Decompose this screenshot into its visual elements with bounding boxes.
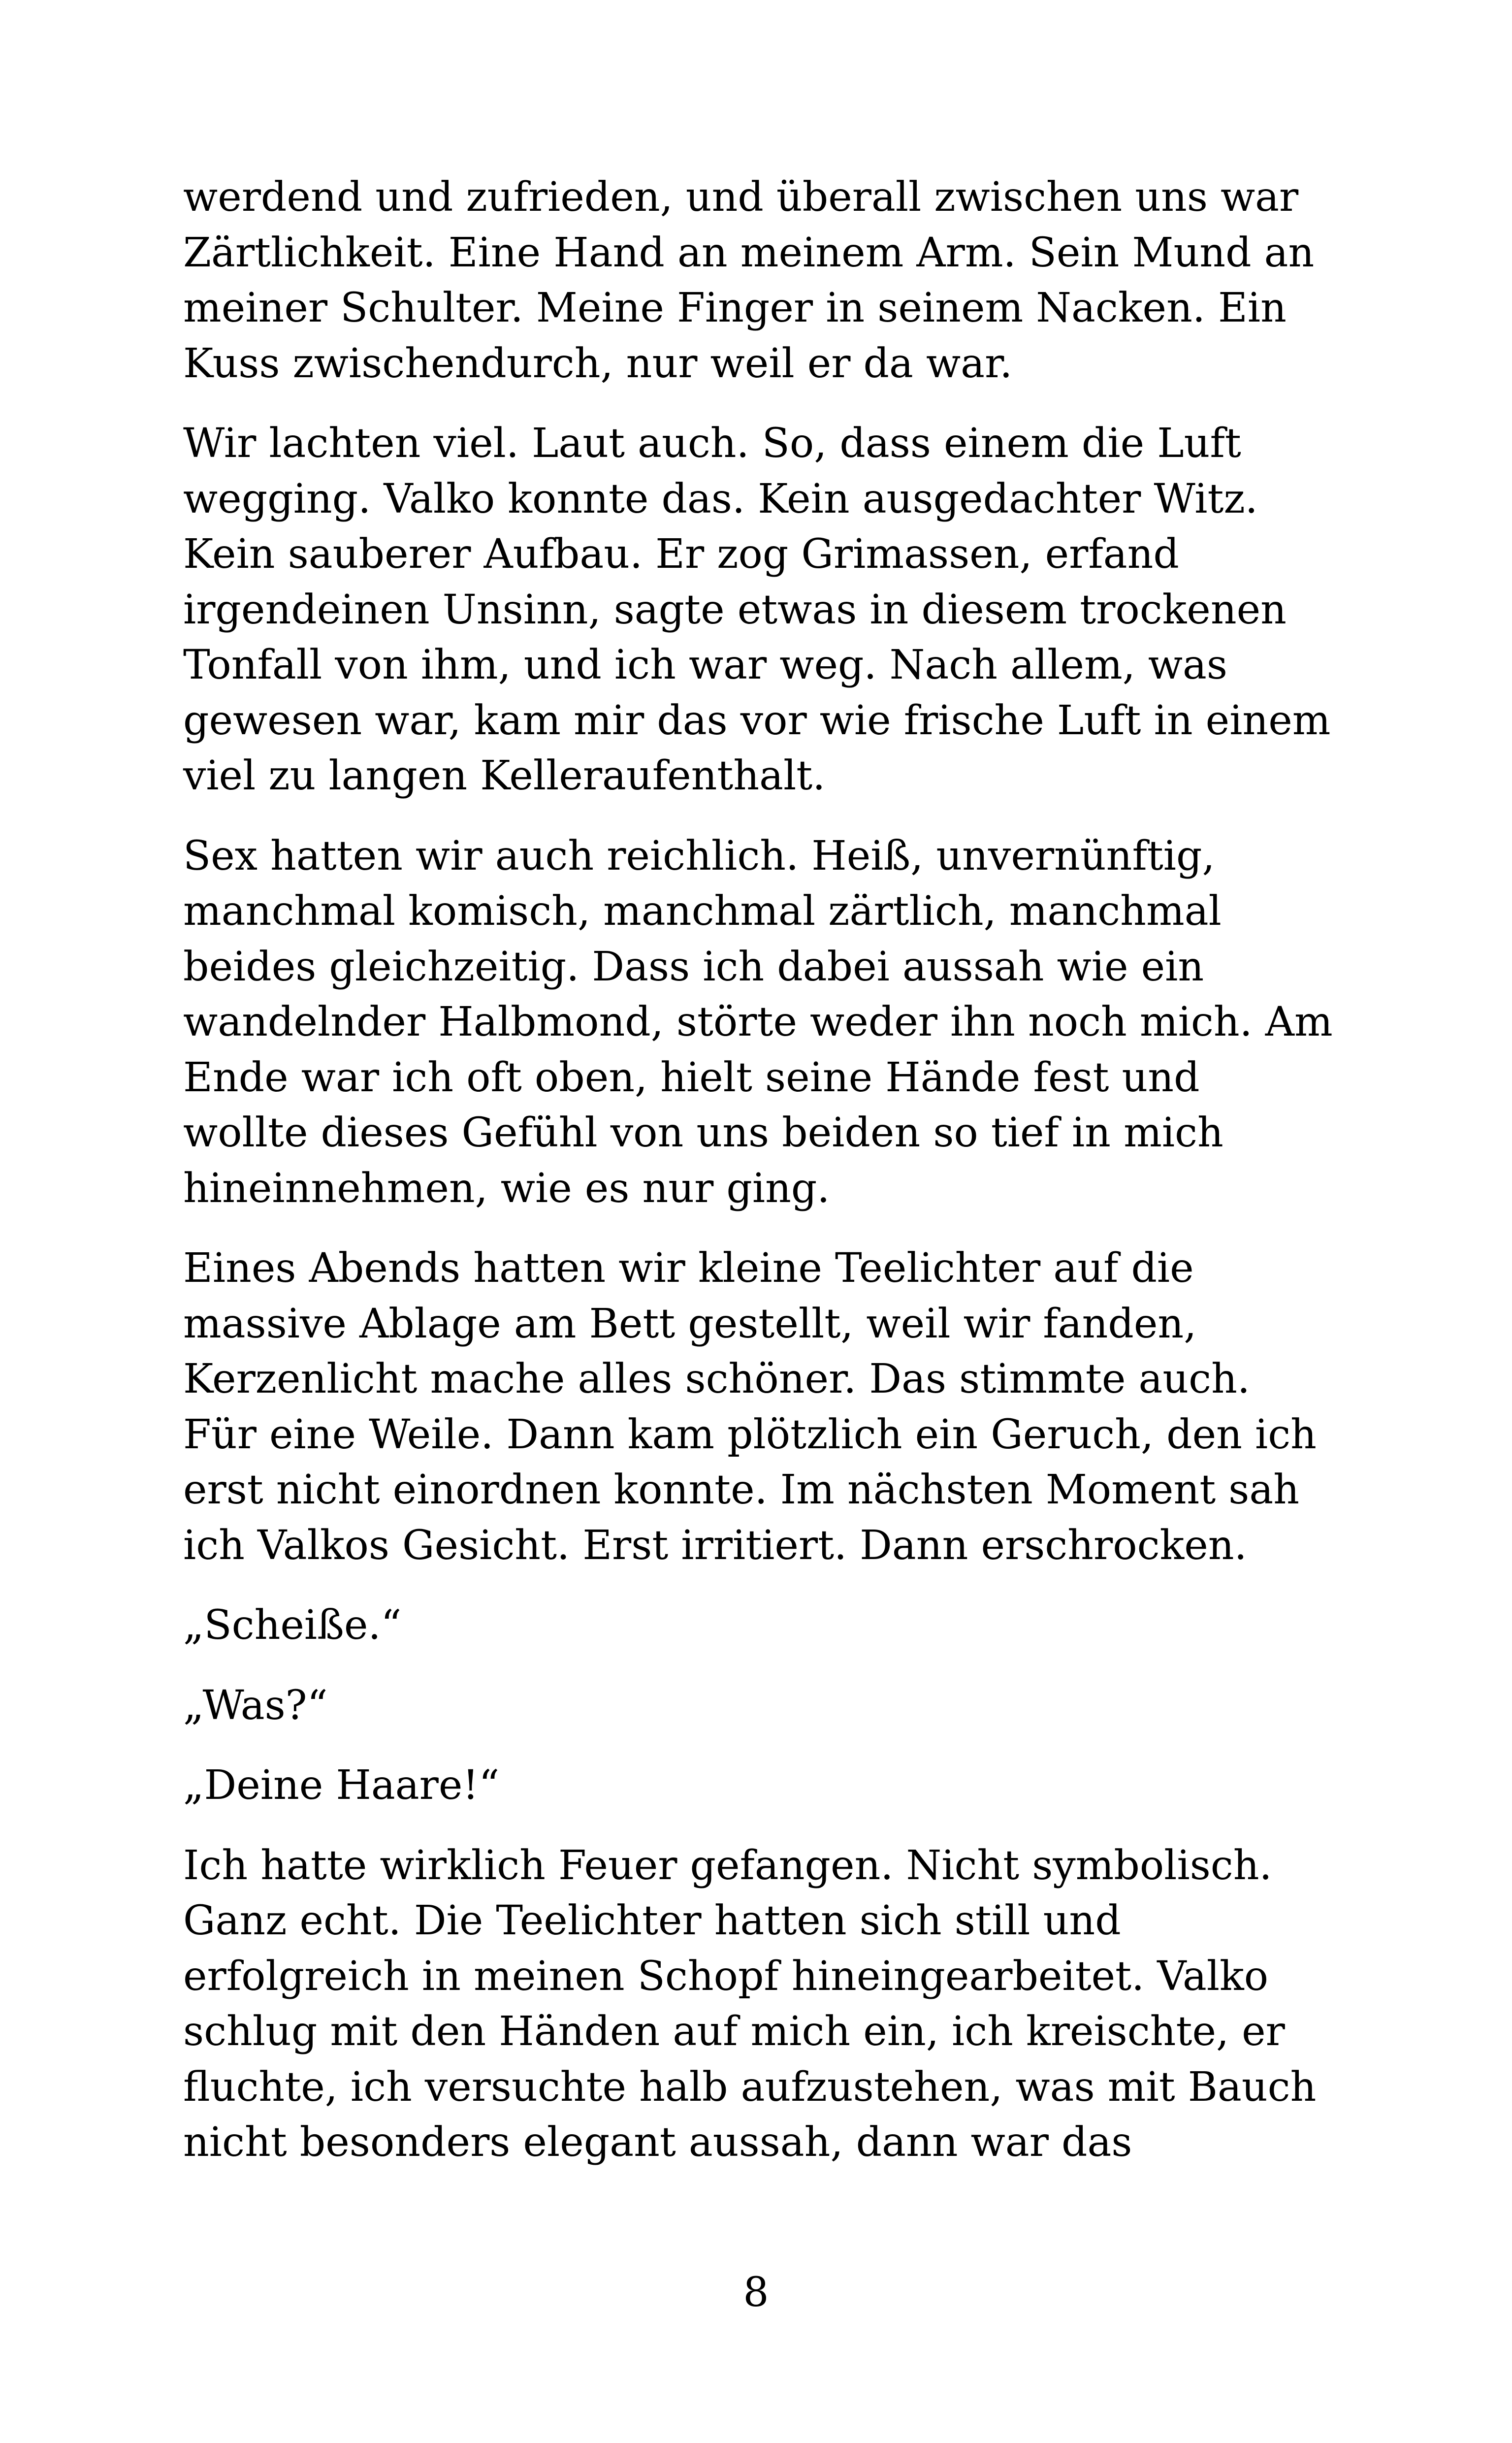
- dialogue-line-1: „Scheiße.“: [183, 1602, 402, 1649]
- body-text: [183, 170, 1335, 2195]
- paragraph-1: werdend und zufrieden, und überall zwischen uns war Zärtlichkeit. Eine Hand an meinem Arm. Sein Mund an meiner Schulter. Meine Finger in seinem Nacken. Ein Kuss zwischendurch, nur weil er da war.: [183, 174, 1315, 387]
- dialogue-line-3: „Deine Haare!“: [183, 1762, 500, 1809]
- dialogue-line-2: „Was?“: [183, 1682, 328, 1729]
- paragraph-4: Eines Abends hatten wir kleine Teelichter auf die massive Ablage am Bett gestellt, weil wir fanden, Kerzenlicht mache alles schöner. Das stimmte auch. Für eine Weile. Dann kam plötzlich ein Geruch, den ich erst nicht einordnen konnte. Im nächsten Moment sah ich Valkos Gesicht. Erst irritiert. Dann erschrocken.: [183, 1245, 1317, 1569]
- paragraph-2: Wir lachten viel. Laut auch. So, dass einem die Luft wegging. Valko konnte das. Kein ausgedachter Witz. Kein sauberer Aufbau. Er zog Grimassen, erfand irgendeinen Unsinn, sagte etwas in diesem trockenen Tonfall von ihm, und ich war weg. Nach allem, was gewesen war, kam mir das vor wie frische Luft in einem viel zu langen Kelleraufenthalt.: [183, 420, 1331, 799]
- paragraph-3: Sex hatten wir auch reichlich. Heiß, unvernünftig, manchmal komisch, manchmal zärtlich, manchmal beides gleichzeitig. Dass ich dabei aussah wie ein wandelnder Halbmond, störte weder ihn noch mich. Am Ende war ich oft oben, hielt seine Hände fest und wollte dieses Gefühl von uns beiden so tief in mich hineinnehmen, wie es nur ging.: [183, 832, 1333, 1212]
- paragraph-5: Ich hatte wirklich Feuer gefangen. Nicht symbolisch. Ganz echt. Die Teelichter hatten sich still und erfolgreich in meinen Schopf hineingearbeitet. Valko schlug mit den Händen auf mich ein, ich kreischte, er fluchte, ich versuchte halb aufzustehen, was mit Bauch nicht besonders elegant aussah, dann war das: [183, 1842, 1317, 2166]
- page-number: 8: [743, 2269, 769, 2316]
